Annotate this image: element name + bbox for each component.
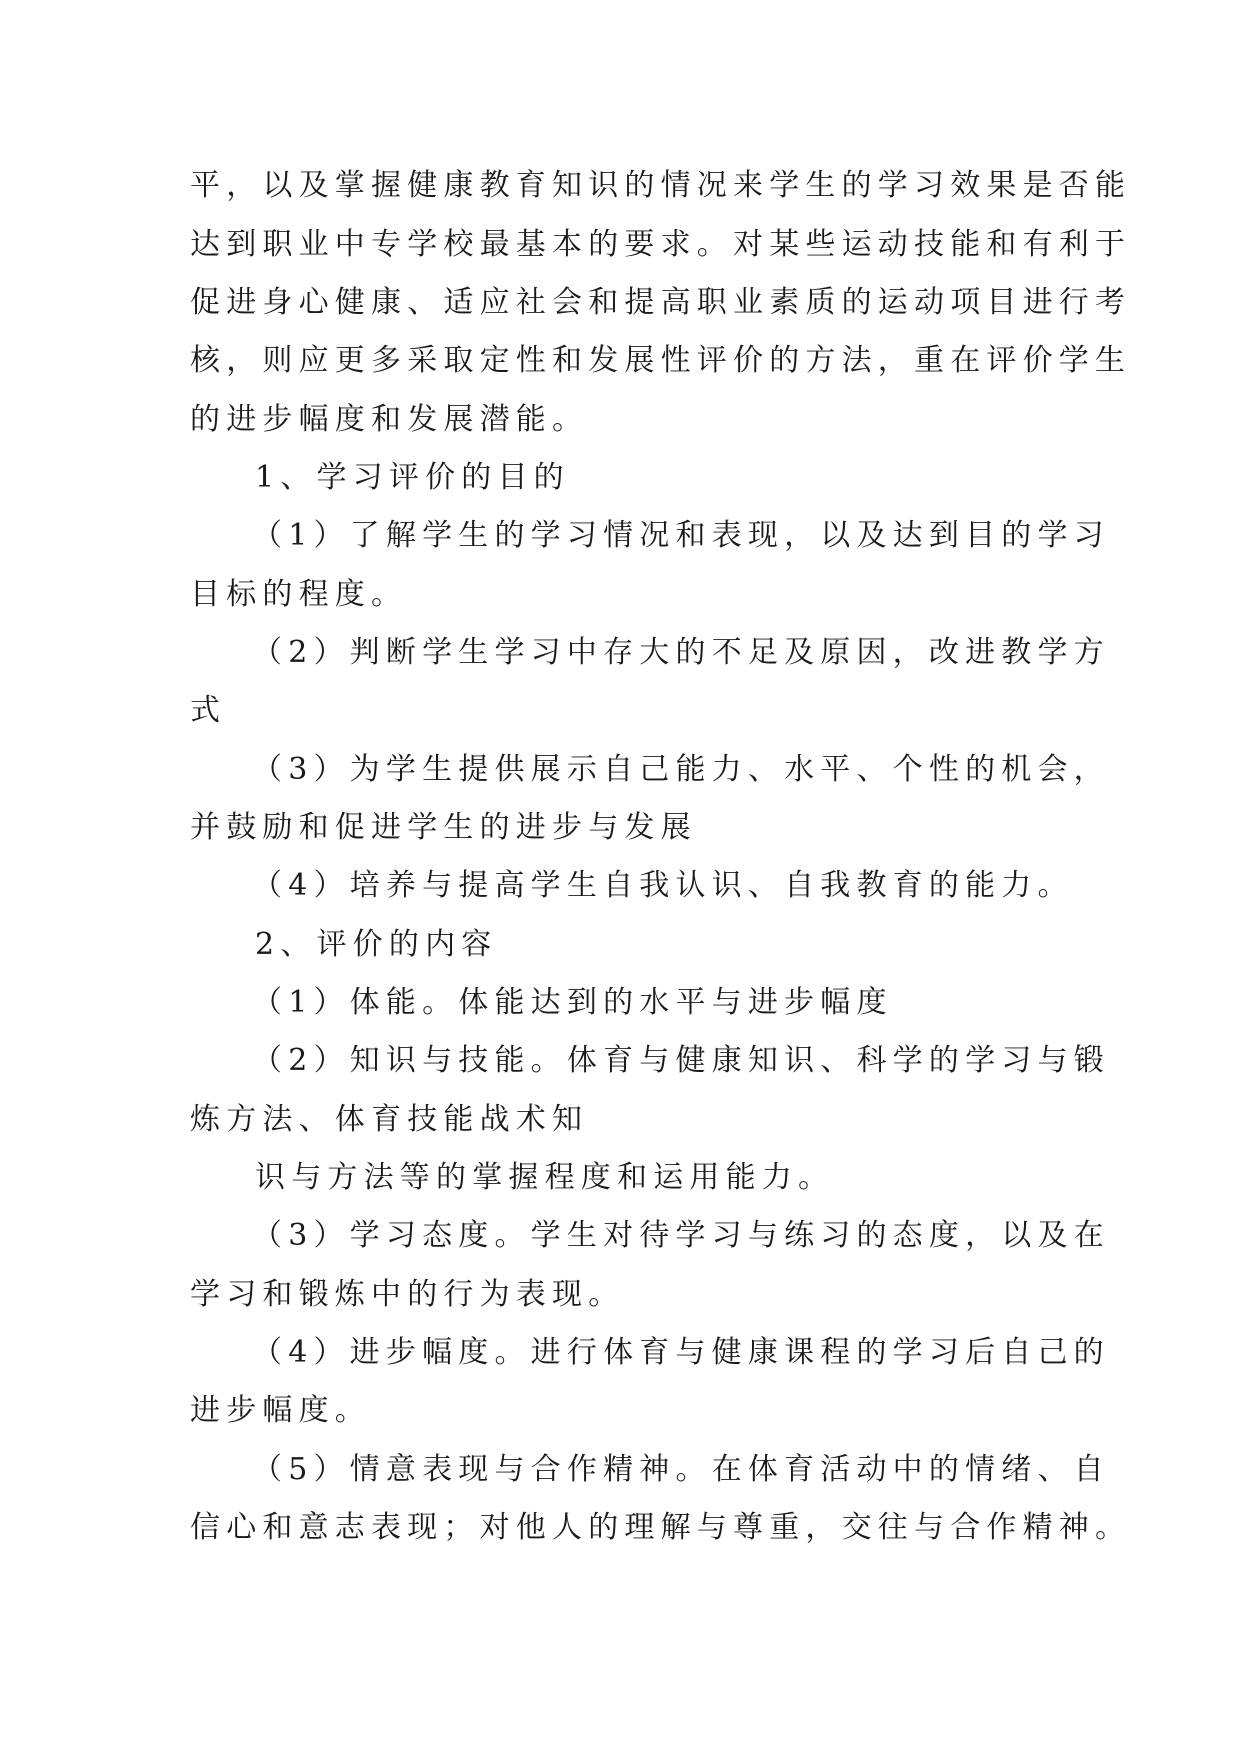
text-line: 的进步幅度和发展潜能。 <box>190 402 589 437</box>
text-line: 进步幅度。 <box>190 1393 371 1428</box>
text-line: 炼方法、体育技能战术知 <box>190 1102 589 1137</box>
text-line: （4）进步幅度。进行体育与健康课程的学习后自己的 <box>252 1335 1110 1370</box>
section-heading: 2、评价的内容 <box>255 927 498 962</box>
text-line: 促进身心健康、适应社会和提高职业素质的运动项目进行考 <box>190 285 1132 320</box>
text-line: （2）知识与技能。体育与健康知识、科学的学习与锻 <box>252 1043 1110 1078</box>
text-line: （3）为学生提供展示自己能力、水平、个性的机会， <box>252 752 1110 787</box>
text-line: 信心和意志表现；对他人的理解与尊重，交往与合作精神。 <box>190 1510 1132 1545</box>
text-line: 达到职业中专学校最基本的要求。对某些运动技能和有利于 <box>190 227 1132 262</box>
text-line: （2）判断学生学习中存大的不足及原因，改进教学方 <box>252 635 1110 670</box>
text-line: 学习和锻炼中的行为表现。 <box>190 1277 625 1312</box>
text-line: 式 <box>190 693 227 728</box>
text-line: 并鼓励和促进学生的进步与发展 <box>190 810 697 845</box>
text-line: 平，以及掌握健康教育知识的情况来学生的学习效果是否能 <box>190 168 1132 203</box>
text-line: （1）了解学生的学习情况和表现，以及达到目的学习 <box>252 518 1110 553</box>
text-line: 目标的程度。 <box>190 577 408 612</box>
text-line: （3）学习态度。学生对待学习与练习的态度，以及在 <box>252 1218 1110 1253</box>
text-line: 识与方法等的掌握程度和运用能力。 <box>255 1160 835 1195</box>
text-line: （5）情意表现与合作精神。在体育活动中的情绪、自 <box>252 1452 1110 1487</box>
text-line: （1）体能。体能达到的水平与进步幅度 <box>252 985 893 1020</box>
section-heading: 1、学习评价的目的 <box>255 460 570 495</box>
text-line: 核，则应更多采取定性和发展性评价的方法，重在评价学生 <box>190 343 1132 378</box>
text-line: （4）培养与提高学生自我认识、自我教育的能力。 <box>252 868 1074 903</box>
